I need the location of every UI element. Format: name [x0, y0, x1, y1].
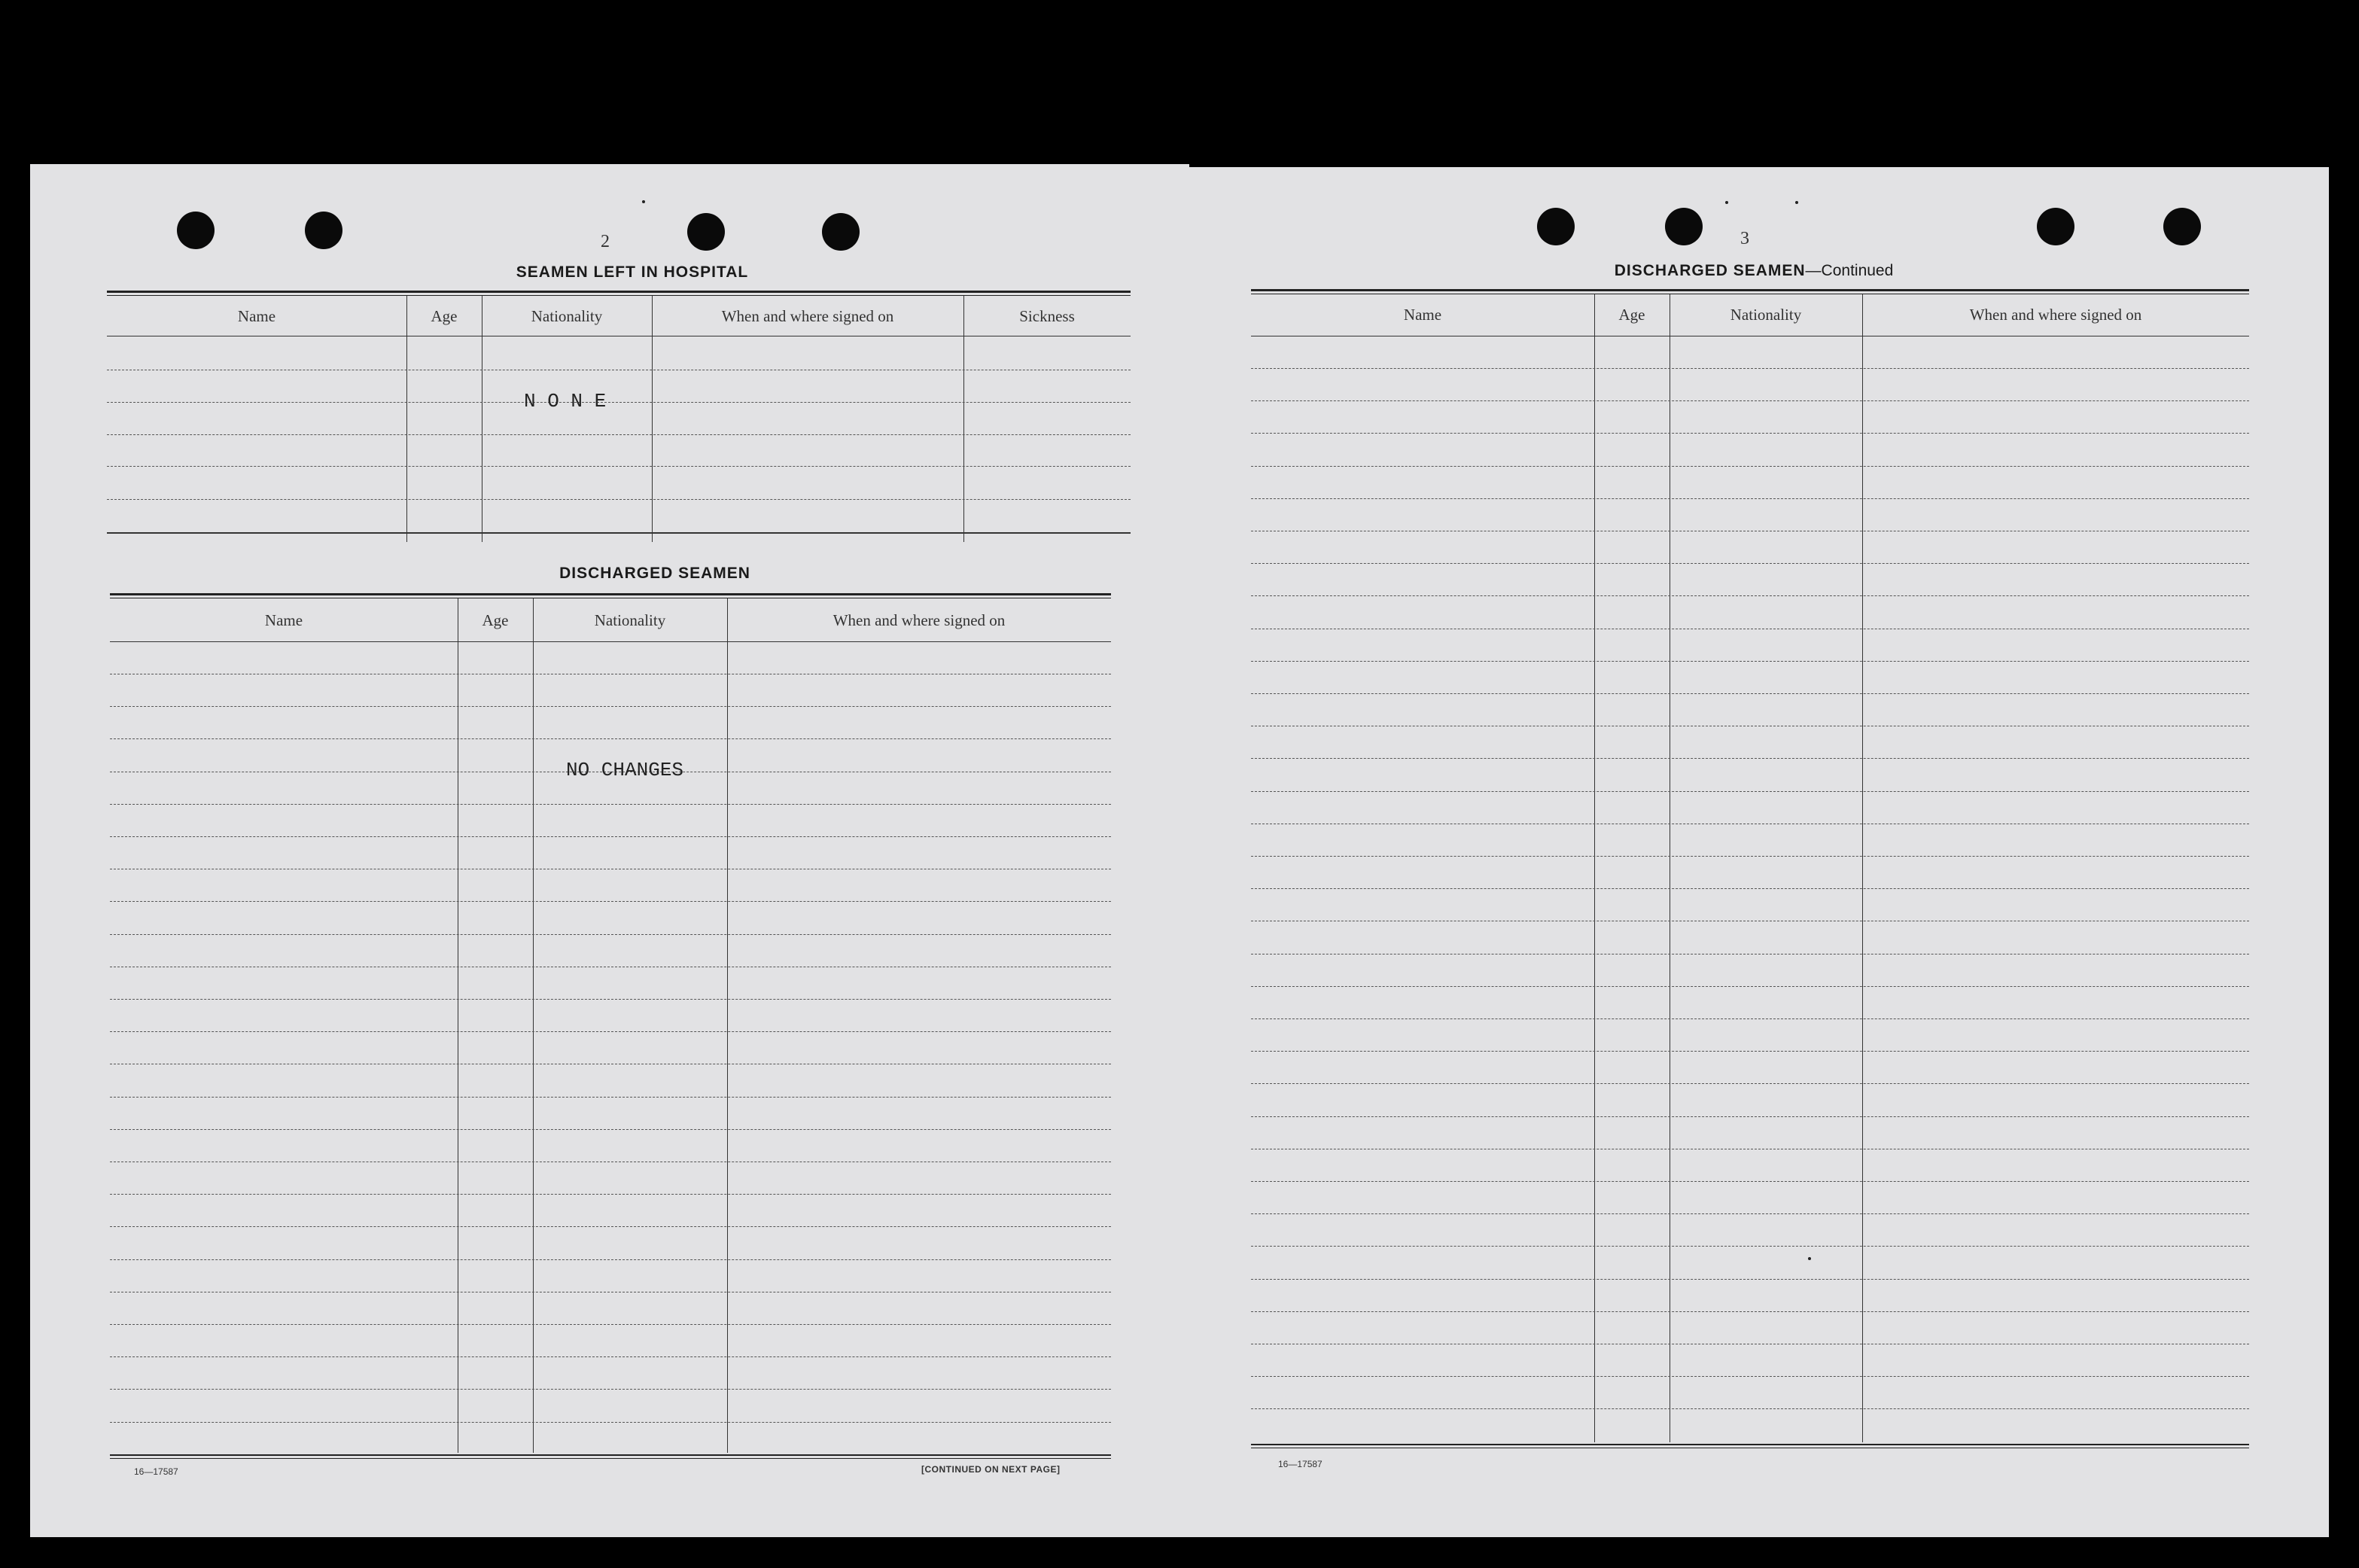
- speck: [1795, 201, 1798, 204]
- punch-hole-icon: [305, 212, 342, 249]
- form-rule-line: [1251, 791, 2249, 792]
- hospital-section-title: SEAMEN LEFT IN HOSPITAL: [516, 263, 749, 281]
- form-rule-line: [1251, 400, 2249, 401]
- column-header-nationality: Nationality: [531, 307, 603, 325]
- form-rule-line: [1251, 498, 2249, 499]
- form-rule-line: [110, 1422, 1111, 1423]
- form-rule-line: [110, 1031, 1111, 1032]
- column-header-age: Age: [482, 611, 509, 629]
- column-header-nationality: Nationality: [1730, 306, 1802, 324]
- form-rule-line: [110, 1194, 1111, 1195]
- page-number: 2: [601, 232, 610, 251]
- discharged-continued-table: [1251, 289, 2249, 1448]
- form-rule-line: [1251, 954, 2249, 955]
- form-rule-line: [110, 804, 1111, 805]
- form-rule-line: [1251, 563, 2249, 564]
- form-rule-line: [110, 1129, 1111, 1130]
- form-rule-line: [110, 999, 1111, 1000]
- form-number: 16—17587: [134, 1466, 178, 1477]
- form-rule-line: [110, 901, 1111, 902]
- form-rule-line: [1251, 1376, 2249, 1377]
- form-rule-line: [1251, 693, 2249, 694]
- right-page: [1189, 167, 2329, 1537]
- form-rule-line: [110, 1097, 1111, 1098]
- form-rule-line: [1251, 466, 2249, 467]
- form-rule-line: [110, 1226, 1111, 1227]
- discharged-section-title: DISCHARGED SEAMEN: [559, 565, 750, 582]
- form-rule-line: [1251, 1181, 2249, 1182]
- form-rule-line: [1251, 1279, 2249, 1280]
- form-rule-line: [110, 1389, 1111, 1390]
- form-rule-line: [110, 934, 1111, 935]
- page-number: 3: [1740, 229, 1749, 248]
- punch-hole-icon: [687, 213, 725, 251]
- form-rule-line: [1251, 661, 2249, 662]
- punch-hole-icon: [2037, 208, 2074, 245]
- continued-note: [CONTINUED ON NEXT PAGE]: [921, 1464, 1061, 1475]
- punch-hole-icon: [1537, 208, 1575, 245]
- punch-hole-icon: [2163, 208, 2201, 245]
- form-rule-line: [110, 706, 1111, 707]
- column-header-nationality: Nationality: [594, 611, 666, 629]
- form-rule-line: [1251, 1408, 2249, 1409]
- column-header-age: Age: [1618, 306, 1645, 324]
- form-rule-line: [1251, 433, 2249, 434]
- form-rule-line: [110, 738, 1111, 739]
- column-header-sickness: Sickness: [1019, 307, 1075, 325]
- column-header-signed-on: When and where signed on: [1969, 306, 2142, 324]
- form-rule-line: [1251, 1311, 2249, 1312]
- form-rule-line: [1251, 1018, 2249, 1019]
- discharged-continued-title: [1189, 262, 2318, 280]
- hospital-typed-entry: N O N E: [524, 390, 607, 413]
- discharged-typed-entry: NO CHANGES: [566, 759, 684, 781]
- form-rule-line: [110, 836, 1111, 837]
- discharged-table: [110, 593, 1111, 1459]
- column-header-name: Name: [1403, 306, 1442, 324]
- form-rule-line: [110, 1324, 1111, 1325]
- form-rule-line: [1251, 986, 2249, 987]
- form-rule-line: [1251, 368, 2249, 369]
- form-rule-line: [1251, 1213, 2249, 1214]
- form-rule-line: [1251, 1116, 2249, 1117]
- punch-hole-icon: [177, 212, 215, 249]
- column-header-name: Name: [237, 307, 276, 325]
- form-rule-line: [1251, 595, 2249, 596]
- left-page: [30, 164, 1189, 1537]
- column-header-signed-on: When and where signed on: [721, 307, 894, 325]
- punch-hole-icon: [1665, 208, 1703, 245]
- form-rule-line: [1251, 1083, 2249, 1084]
- form-rule-line: [1251, 856, 2249, 857]
- column-header-signed-on: When and where signed on: [832, 611, 1006, 629]
- form-number: 16—17587: [1278, 1459, 1323, 1469]
- column-header-age: Age: [431, 307, 458, 325]
- form-rule-line: [110, 1259, 1111, 1260]
- speck: [642, 200, 645, 203]
- punch-hole-icon: [822, 213, 860, 251]
- form-rule-line: [1251, 888, 2249, 889]
- column-header-name: Name: [264, 611, 303, 629]
- hospital-table: [107, 291, 1131, 545]
- form-rule-line: [1251, 758, 2249, 759]
- title-text: DISCHARGED SEAMEN: [1614, 262, 1806, 279]
- form-rule-line: [1251, 1246, 2249, 1247]
- speck: [1725, 201, 1728, 204]
- title-suffix: —Continued: [1805, 262, 1894, 279]
- form-rule-line: [110, 1356, 1111, 1357]
- form-rule-line: [1251, 1051, 2249, 1052]
